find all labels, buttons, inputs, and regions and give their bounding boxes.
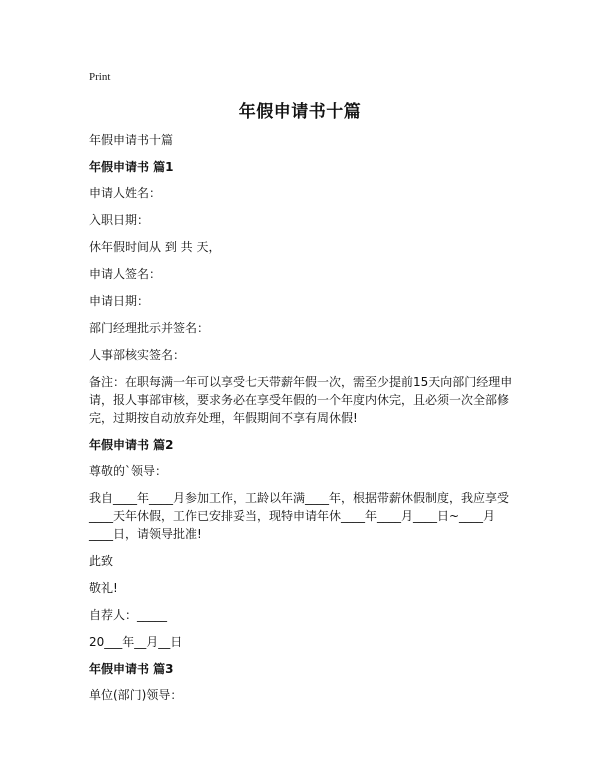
application-date-line: 申请日期： xyxy=(89,294,150,308)
section-heading-2: 年假申请书 篇2 xyxy=(89,438,174,452)
signer-line: 自荐人：_____ xyxy=(89,608,168,622)
request-body-paragraph: 我自____年____月参加工作，工龄以年满____年，根据带薪休假制度，我应享受____天年休假，工作已安排妥当，现特申请年休____年____月____日~____月____日，请领导批准! xyxy=(89,491,510,541)
document-title: 年假申请书十篇 xyxy=(238,102,362,122)
unit-leader-salutation: 单位(部门)领导： xyxy=(89,688,183,702)
print-label[interactable]: Print xyxy=(89,71,111,83)
applicant-name-line: 申请人姓名： xyxy=(89,186,162,200)
applicant-signature-line: 申请人签名： xyxy=(89,267,162,281)
date-line: 20___年__月__日 xyxy=(89,635,183,649)
closing-line-1: 此致 xyxy=(89,554,114,568)
document-body xyxy=(89,131,519,713)
hr-verification-line: 人事部核实签名： xyxy=(89,348,186,362)
closing-line-2: 敬礼! xyxy=(89,581,118,595)
salutation-line: 尊敬的`领导： xyxy=(89,464,168,478)
hire-date-line: 入职日期： xyxy=(89,213,150,227)
section-heading-1: 年假申请书 篇1 xyxy=(89,160,174,174)
leave-period-line: 休年假时间从 到 共 天， xyxy=(89,240,221,254)
document-subtitle: 年假申请书十篇 xyxy=(89,133,174,147)
section-heading-3: 年假申请书 篇3 xyxy=(89,662,174,676)
manager-approval-line: 部门经理批示并签名： xyxy=(89,321,210,335)
remarks-paragraph: 备注：在职每满一年可以享受七天带薪年假一次，需至少提前15天向部门经理申请，报人事部审核，要求务必在享受年假的一个年度内休完，且必须一次全部修完，过期按自动放弃处理，年假期间不享有周休假! xyxy=(89,375,513,425)
